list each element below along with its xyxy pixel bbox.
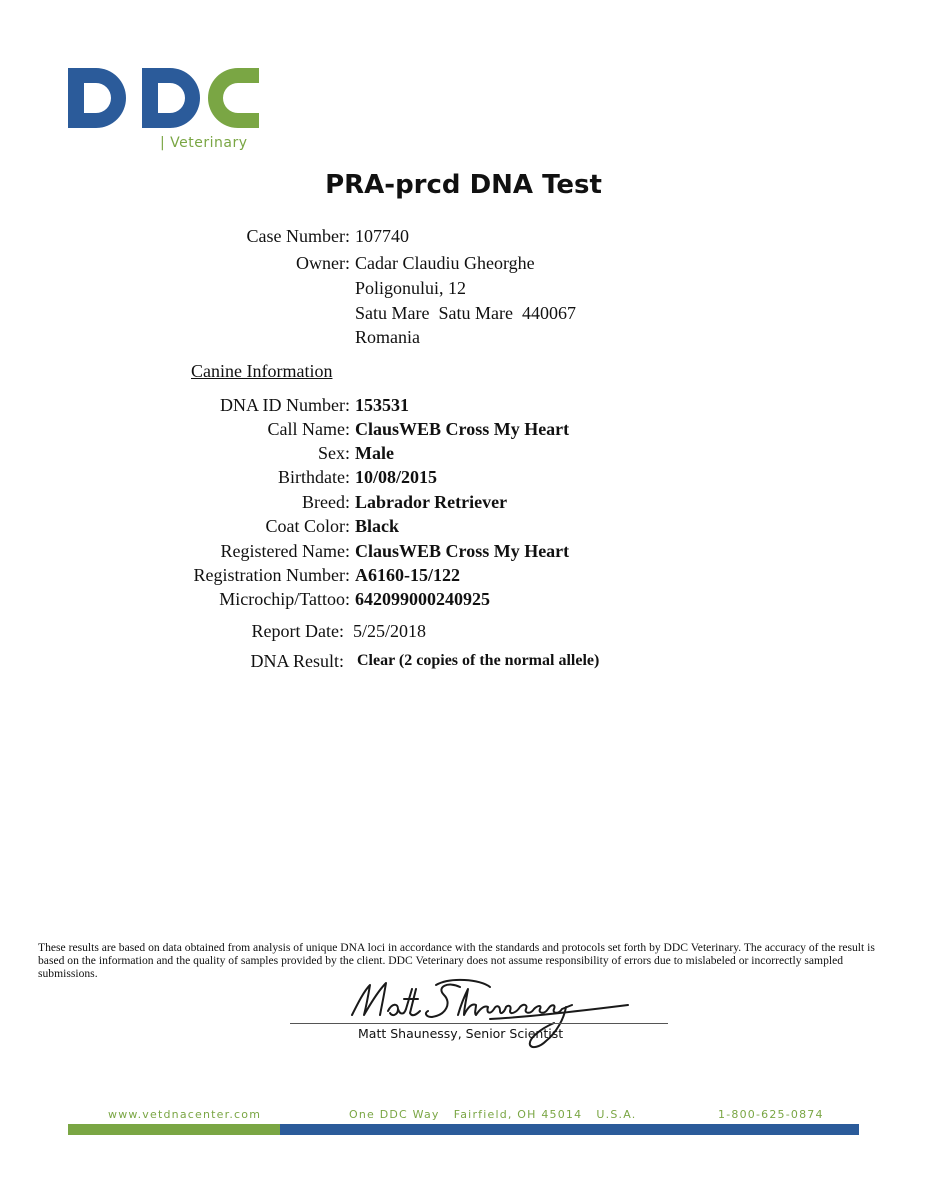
registration-number-label: Registration Number: bbox=[193, 565, 350, 585]
owner-country: Romania bbox=[355, 327, 420, 347]
registered-name-label: Registered Name: bbox=[220, 541, 350, 561]
signature-icon bbox=[340, 975, 640, 1055]
microchip-label: Microchip/Tattoo: bbox=[219, 589, 350, 609]
footer-bar-green bbox=[68, 1124, 280, 1135]
footer-phone: 1-800-625-0874 bbox=[718, 1108, 824, 1121]
sex-value: Male bbox=[355, 443, 394, 463]
signature-handwriting bbox=[340, 975, 640, 1055]
canine-section-heading: Canine Information bbox=[191, 361, 333, 381]
birthdate-value: 10/08/2015 bbox=[355, 467, 438, 487]
birthdate-label: Birthdate: bbox=[278, 467, 350, 487]
dna-result-value: Clear (2 copies of the normal allele) bbox=[357, 652, 600, 669]
logo-subtitle: | Veterinary bbox=[160, 135, 248, 151]
signature-line bbox=[290, 1023, 668, 1024]
registered-name-value: ClausWEB Cross My Heart bbox=[355, 541, 570, 561]
disclaimer-text: These results are based on data obtained from analysis of unique DNA loci in accordance with the standards and protocols set forth by DDC Veterinary. The accuracy of the result is based on the information and the quality of samples provided by the client. DDC Veterinary does not assume responsibility of errors due to mislabeled or incorrectly sampled submissions. bbox=[38, 941, 875, 980]
page-title: PRA-prcd DNA Test bbox=[325, 170, 602, 200]
call-name-value: ClausWEB Cross My Heart bbox=[355, 419, 570, 439]
call-name-label: Call Name: bbox=[267, 419, 350, 439]
ddc-logo-mark bbox=[66, 66, 266, 134]
dna-id-label: DNA ID Number: bbox=[220, 395, 350, 415]
footer-website: www.vetdnacenter.com bbox=[108, 1108, 262, 1121]
breed-value: Labrador Retriever bbox=[355, 492, 508, 512]
owner-city-line: Satu Mare Satu Mare 440067 bbox=[355, 303, 576, 323]
report-date-value: 5/25/2018 bbox=[353, 621, 427, 641]
microchip-value: 642099000240925 bbox=[355, 589, 490, 609]
registration-number-value: A6160-15/122 bbox=[355, 565, 460, 585]
coat-color-value: Black bbox=[355, 516, 400, 536]
owner-street: Poligonului, 12 bbox=[355, 278, 467, 298]
owner-label: Owner: bbox=[296, 253, 350, 273]
owner-name: Cadar Claudiu Gheorghe bbox=[355, 253, 535, 273]
signature-name-title: Matt Shaunessy, Senior Scientist bbox=[358, 1026, 564, 1041]
report-date-label: Report Date: bbox=[251, 621, 344, 641]
coat-color-label: Coat Color: bbox=[265, 516, 350, 536]
dna-id-value: 153531 bbox=[355, 395, 409, 415]
case-number-value: 107740 bbox=[355, 226, 409, 246]
dna-result-label: DNA Result: bbox=[250, 651, 344, 671]
case-number-label: Case Number: bbox=[246, 226, 350, 246]
footer-address: One DDC Way Fairfield, OH 45014 U.S.A. bbox=[349, 1108, 637, 1121]
sex-label: Sex: bbox=[317, 443, 350, 463]
breed-label: Breed: bbox=[302, 492, 350, 512]
footer-bar-blue bbox=[280, 1124, 859, 1135]
